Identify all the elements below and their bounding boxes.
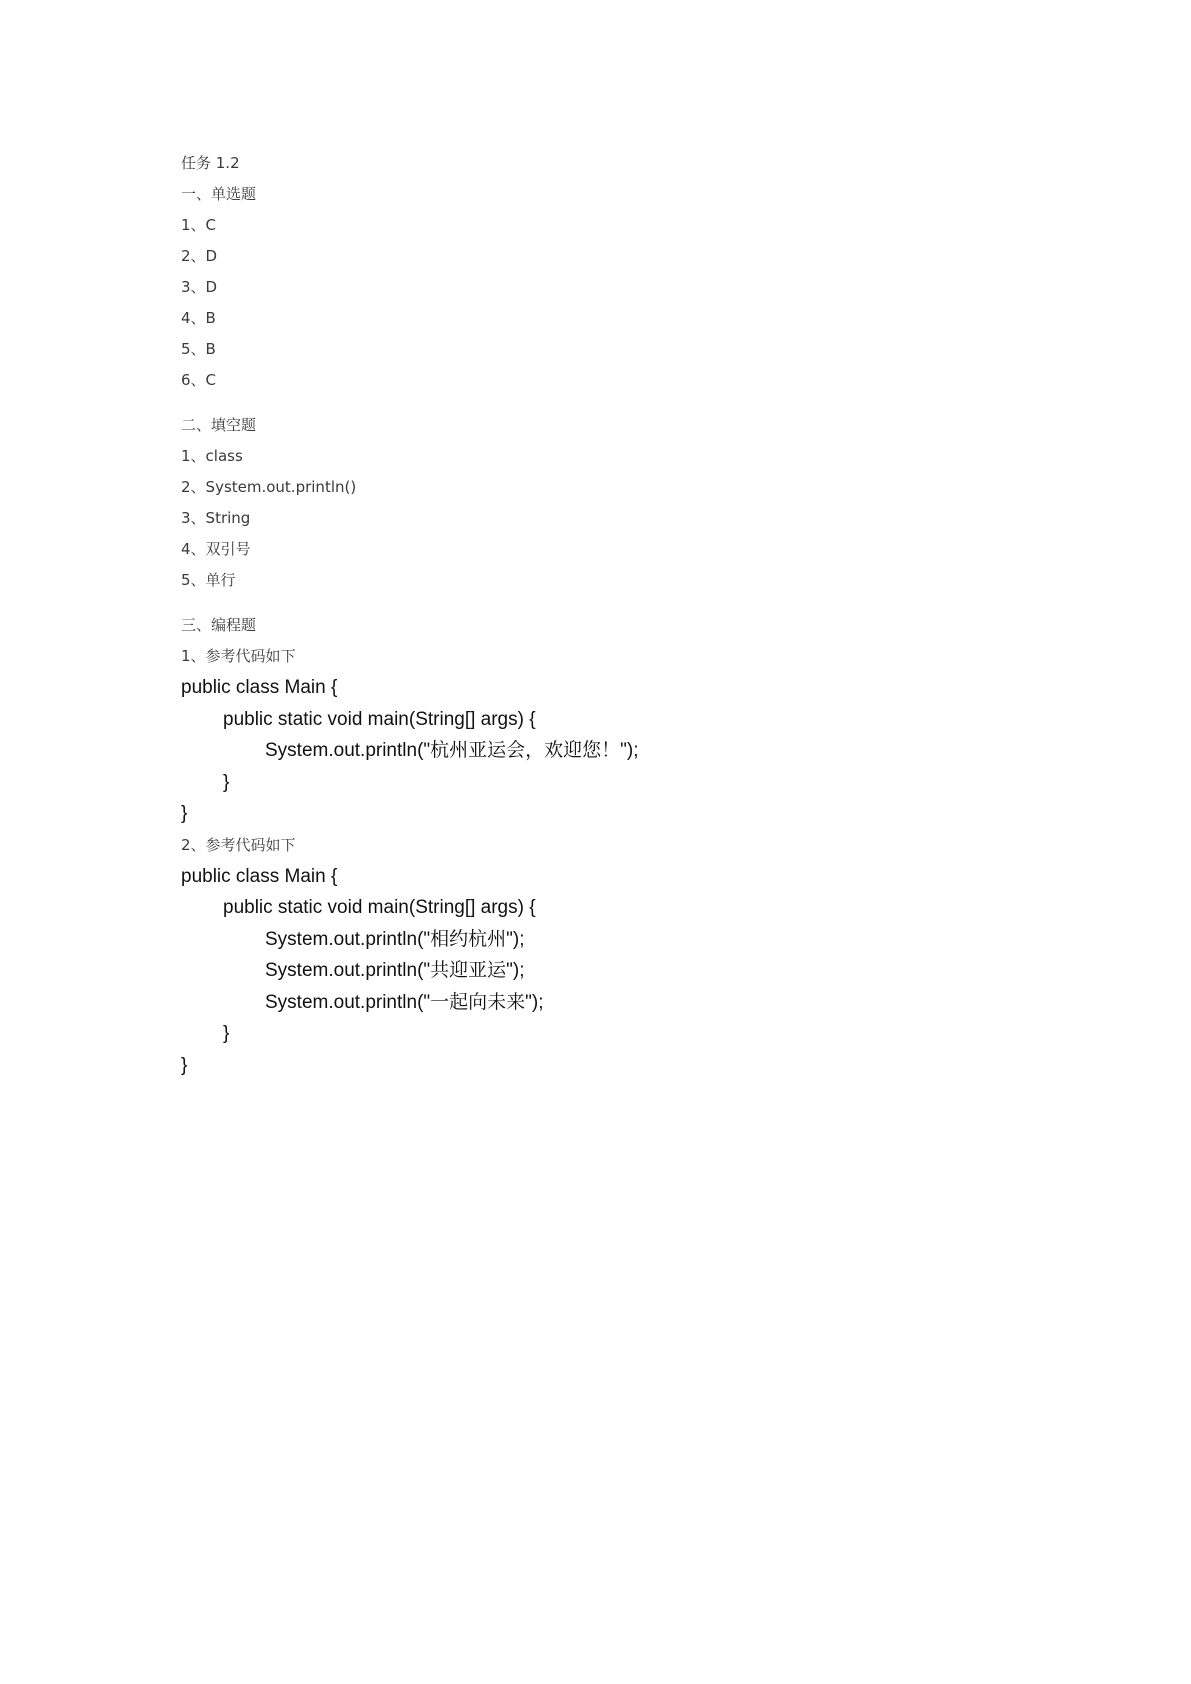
- answer-line: 3、String: [181, 509, 251, 527]
- section-heading-programming: 三、编程题: [181, 616, 257, 634]
- code-line: System.out.println("一起向未来");: [265, 991, 544, 1013]
- code-line: System.out.println("杭州亚运会，欢迎您！");: [265, 740, 639, 761]
- code-question-label-1: 1、参考代码如下: [181, 647, 296, 665]
- answer-line: 1、C: [181, 216, 217, 234]
- answer-line: 5、单行: [181, 571, 236, 589]
- code-line: public static void main(String[] args) {: [223, 897, 536, 918]
- answer-line: 5、B: [181, 340, 216, 358]
- code-question-label-2: 2、参考代码如下: [181, 835, 296, 854]
- code-line: }: [181, 803, 188, 824]
- code-line: System.out.println("相约杭州");: [265, 928, 525, 950]
- answer-line: 6、C: [181, 371, 217, 389]
- answer-line: 4、双引号: [181, 540, 251, 558]
- code-line: public class Main {: [181, 677, 338, 698]
- code-line: }: [223, 1023, 230, 1044]
- code-line: System.out.println("共迎亚运");: [265, 960, 525, 981]
- section-heading-fill-blank: 二、填空题: [181, 416, 257, 434]
- document-page: [181, 148, 1081, 1081]
- code-line: }: [223, 771, 230, 793]
- section-gap: [181, 596, 1081, 610]
- section-heading-single-choice: 一、单选题: [181, 185, 257, 203]
- code-line: public class Main {: [181, 865, 338, 887]
- answer-line: 2、D: [181, 247, 218, 265]
- document-title: 任务 1.2: [181, 154, 240, 172]
- code-line: public static void main(String[] args) {: [223, 708, 536, 730]
- code-block-2: [181, 861, 1081, 1082]
- code-line: }: [181, 1054, 188, 1076]
- answer-line: 1、class: [181, 447, 243, 465]
- code-block-1: [181, 672, 1081, 830]
- section-gap: [181, 396, 1081, 410]
- answer-line: 3、D: [181, 278, 218, 296]
- answer-line: 4、B: [181, 309, 216, 327]
- answer-line: 2、System.out.println(): [181, 478, 357, 496]
